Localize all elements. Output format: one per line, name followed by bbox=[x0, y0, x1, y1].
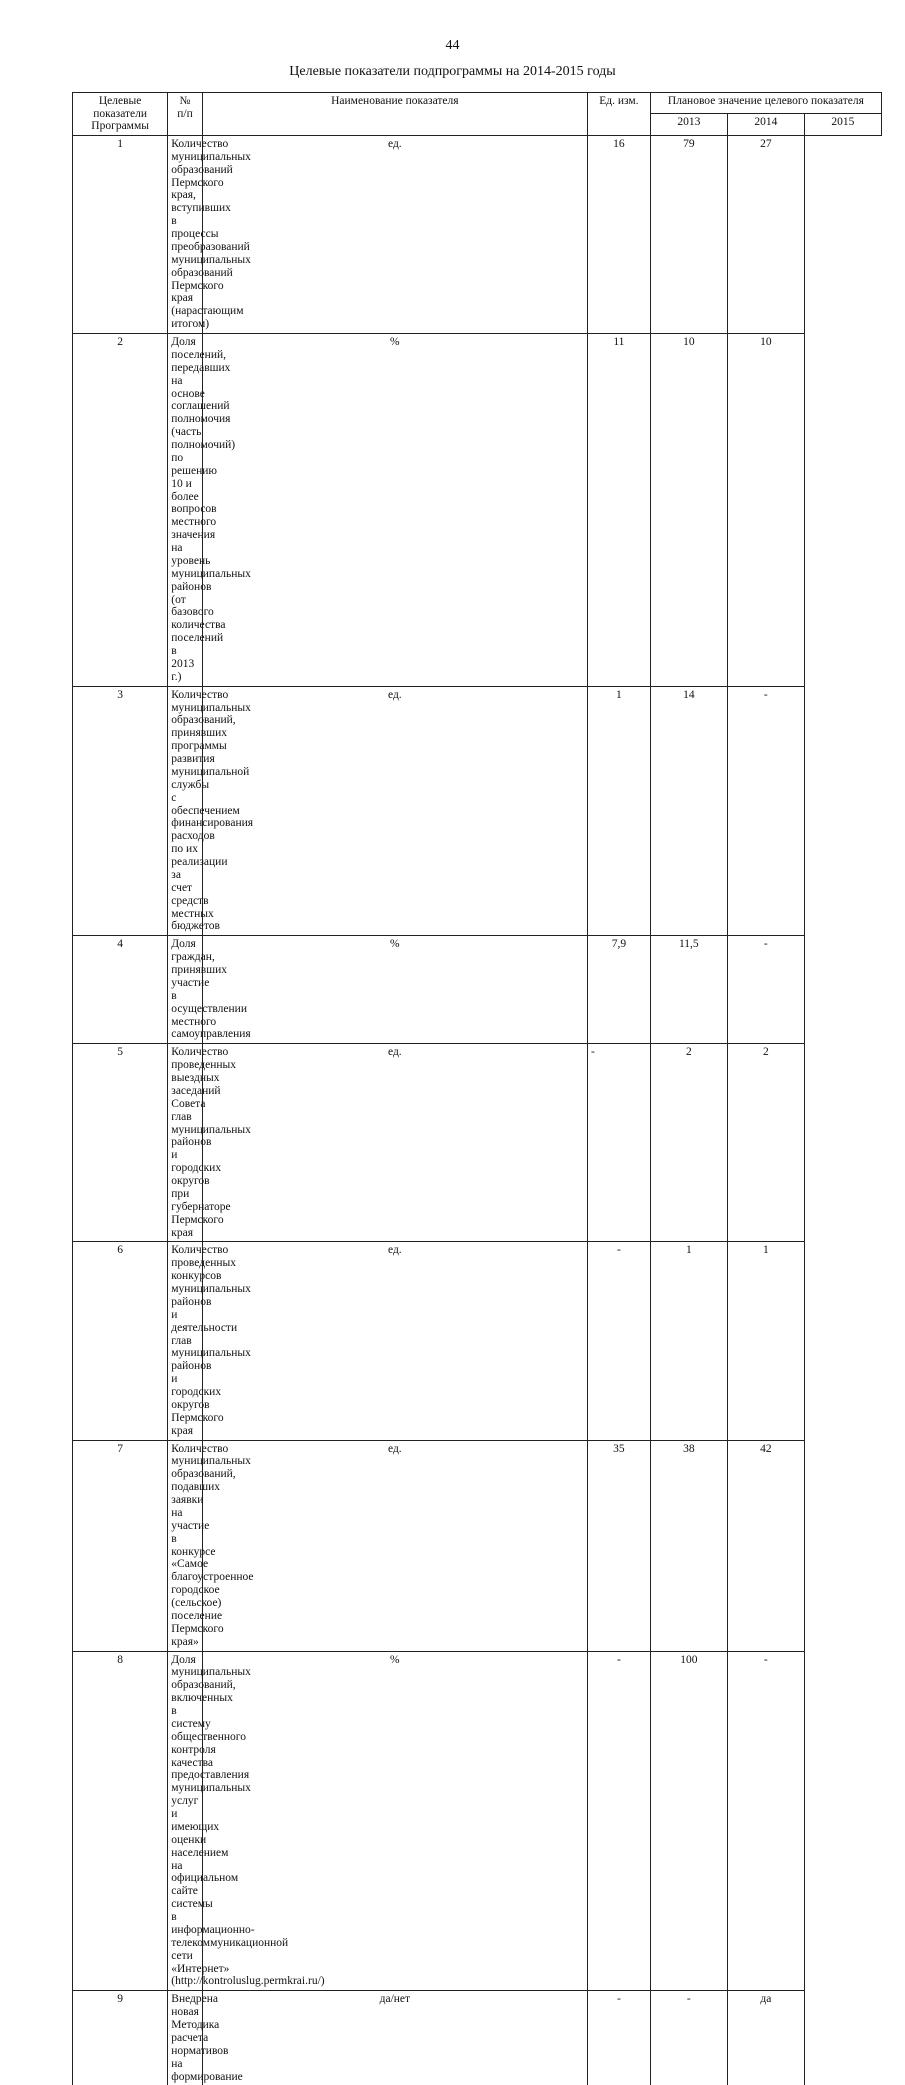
unit-cell: % bbox=[202, 1651, 587, 1991]
value-2015: - bbox=[727, 686, 804, 936]
unit-cell: ед. bbox=[202, 1242, 587, 1440]
value-2015: 2 bbox=[727, 1044, 804, 1242]
header-name: Наименование показателя bbox=[202, 93, 587, 136]
table-row bbox=[73, 1242, 882, 1440]
unit-cell: % bbox=[202, 936, 587, 1044]
value-2013: - bbox=[587, 1651, 650, 1991]
value-2013: - bbox=[587, 1991, 650, 2085]
indicator-name bbox=[168, 936, 251, 1044]
indicator-name bbox=[168, 334, 251, 687]
document-title: Целевые показатели подпрограммы на 2014-2015 годы bbox=[289, 64, 616, 79]
indicator-name bbox=[168, 686, 254, 936]
unit-cell: ед. bbox=[202, 686, 587, 936]
value-2015: 42 bbox=[727, 1440, 804, 1651]
indicator-name-line: (часть полномочий) по решению 10 и более вопросов местного bbox=[171, 426, 236, 529]
value-2014: 10 bbox=[650, 334, 727, 687]
side-label-cell bbox=[73, 93, 168, 136]
indicator-name bbox=[168, 1651, 325, 1991]
indicator-name-line: муниципальных районов и городских округов при губернаторе bbox=[171, 1123, 251, 1213]
indicator-name-line: Пермского края bbox=[171, 1213, 224, 1239]
value-2013: 1 bbox=[587, 686, 650, 936]
table-row bbox=[73, 1651, 882, 1991]
indicator-name-line: на участие в конкурсе «Самое благоустроенное городское (сельское) bbox=[171, 1506, 254, 1610]
value-2013: 7,9 bbox=[587, 936, 650, 1044]
indicator-name bbox=[168, 135, 251, 333]
table-row bbox=[73, 1440, 882, 1651]
indicator-name-line: развития муниципальной службы с обеспечением финансирования bbox=[171, 753, 254, 830]
value-2013: 16 bbox=[587, 135, 650, 333]
indicator-name-line: Количество муниципальных образований, принявших программы bbox=[171, 688, 251, 753]
side-label-line: Программы bbox=[91, 120, 149, 133]
indicators-table bbox=[72, 92, 882, 2085]
side-label-line: Целевые bbox=[98, 95, 142, 107]
value-2014: 100 bbox=[650, 1651, 727, 1991]
indicator-name bbox=[168, 1044, 251, 1242]
value-2015: 1 bbox=[727, 1242, 804, 1440]
indicator-name-line: Доля муниципальных образований, включенных в систему bbox=[171, 1653, 251, 1730]
header-year-2013: 2013 bbox=[650, 114, 727, 135]
indicator-name-line: Доля граждан, принявших участие в осуществлении местного bbox=[171, 938, 247, 1028]
header-year-2015: 2015 bbox=[804, 114, 881, 135]
indicator-name bbox=[168, 1440, 254, 1651]
indicator-name-line: образований Пермского края (нарастающим итогом) bbox=[171, 266, 244, 331]
page-number: 44 bbox=[445, 38, 460, 53]
value-2015: - bbox=[727, 1651, 804, 1991]
indicator-name-line: вступивших в процессы преобразований муниципальных bbox=[171, 202, 251, 266]
value-2015: - bbox=[727, 936, 804, 1044]
indicator-name-line: услуг и имеющих оценки населением на официальном сайте bbox=[171, 1795, 239, 1898]
header-num-line: № bbox=[179, 95, 191, 107]
indicator-name-line: расходов по их реализации за счет средств местных бюджетов bbox=[171, 830, 228, 933]
table-row bbox=[73, 1991, 882, 2085]
row-number: 1 bbox=[73, 135, 168, 333]
row-number: 3 bbox=[73, 686, 168, 936]
indicator-name-line: «Интернет» (http://kontroluslug.permkrai.ru/) bbox=[171, 1962, 325, 1988]
value-2015: 10 bbox=[727, 334, 804, 687]
side-label-line: показатели bbox=[93, 107, 148, 120]
indicator-name-line: системы в информационно-телекоммуникационной сети bbox=[171, 1898, 289, 1962]
value-2014: 79 bbox=[650, 135, 727, 333]
header-unit: Ед. изм. bbox=[587, 93, 650, 136]
unit-cell: ед. bbox=[202, 1440, 587, 1651]
indicator-name-line: Количество проведенных конкурсов муниципальных районов bbox=[171, 1244, 251, 1308]
indicator-name-line: количества поселений в 2013 г.) bbox=[171, 619, 226, 683]
indicator-name-line: поселение Пермского края» bbox=[171, 1609, 224, 1648]
unit-cell: ед. bbox=[202, 1044, 587, 1242]
indicator-name-line: Количество муниципальных образований Пермского края, bbox=[171, 137, 251, 202]
value-2013: 11 bbox=[587, 334, 650, 687]
value-2014: 1 bbox=[650, 1242, 727, 1440]
row-number: 5 bbox=[73, 1044, 168, 1242]
value-2013: - bbox=[587, 1242, 650, 1440]
table-row bbox=[73, 686, 882, 936]
unit-cell: % bbox=[202, 334, 587, 687]
header-row-1 bbox=[73, 93, 882, 114]
value-2014: 2 bbox=[650, 1044, 727, 1242]
value-2015: 27 bbox=[727, 135, 804, 333]
value-2014: 38 bbox=[650, 1440, 727, 1651]
header-year-2014: 2014 bbox=[727, 114, 804, 135]
table-row bbox=[73, 135, 882, 333]
indicator-name-line: Количество муниципальных образований, подавших заявки bbox=[171, 1442, 251, 1507]
indicator-name-line: Внедрена новая Методика расчета нормативов на формирование bbox=[171, 1993, 243, 2083]
row-number: 2 bbox=[73, 334, 168, 687]
indicator-name-line: Доля поселений, передавших на основе соглашений полномочия bbox=[171, 336, 231, 426]
table-row bbox=[73, 1044, 882, 1242]
indicator-name-line: общественного контроля качества предоставления муниципальных bbox=[171, 1730, 251, 1795]
header-num bbox=[168, 93, 202, 136]
indicator-name-line: и деятельности глав муниципальных районов и городских округов bbox=[171, 1308, 251, 1411]
indicator-name bbox=[168, 1242, 251, 1440]
value-2013: 35 bbox=[587, 1440, 650, 1651]
indicator-name-line: самоуправления bbox=[171, 1028, 251, 1041]
table-body bbox=[73, 135, 882, 2085]
row-number: 7 bbox=[73, 1440, 168, 1651]
value-2014: - bbox=[650, 1991, 727, 2085]
unit-cell: да/нет bbox=[202, 1991, 587, 2085]
value-2013: - bbox=[587, 1044, 650, 1242]
value-2014: 14 bbox=[650, 686, 727, 936]
indicator-name-line: Пермского края bbox=[171, 1411, 224, 1437]
row-number: 6 bbox=[73, 1242, 168, 1440]
table-row bbox=[73, 936, 882, 1044]
indicator-name-line: Количество проведенных выездных заседаний Совета глав bbox=[171, 1046, 236, 1123]
value-2014: 11,5 bbox=[650, 936, 727, 1044]
row-number: 8 bbox=[73, 1651, 168, 1991]
indicator-name bbox=[168, 1991, 243, 2085]
header-planned: Плановое значение целевого показателя bbox=[650, 93, 881, 114]
header-num-line: п/п bbox=[177, 107, 193, 120]
row-number: 4 bbox=[73, 936, 168, 1044]
value-2015: да bbox=[727, 1991, 804, 2085]
table-row bbox=[73, 334, 882, 687]
unit-cell: ед. bbox=[202, 135, 587, 333]
indicator-name-line: значения на уровень муниципальных районов (от базового bbox=[171, 529, 251, 619]
row-number: 9 bbox=[73, 1991, 168, 2085]
